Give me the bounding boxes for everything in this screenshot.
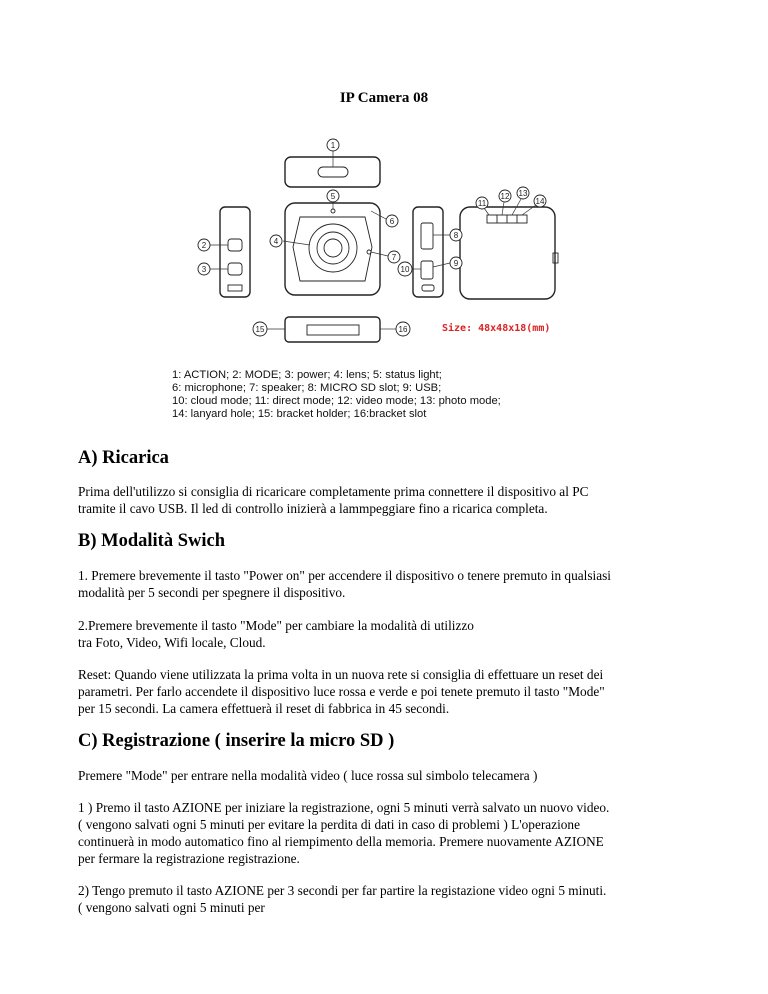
callout-10: [398, 262, 412, 276]
callout-9: [450, 257, 462, 269]
figure-legend: [172, 369, 501, 420]
svg-text:9: 9: [453, 259, 459, 268]
section-c-paragraph-2: 1 ) Premo il tasto AZIONE per iniziare la registrazione, ogni 5 minuti verrà salvato un nuovo video. ( vengono salvati ogni 5 minuti per evitare la perdita di dati in caso di problemi ) L'operazione continuerà in modo automatico fino al riempimento della memoria. Premere nuovamente AZIONE per fermare la registrazione registrazione.: [78, 800, 610, 866]
callout-12: [499, 190, 511, 202]
svg-text:5: 5: [330, 192, 336, 201]
section-b-reset-paragraph: Reset: Quando viene utilizzata la prima volta in un nuova rete si consiglia di effettuare un reset dei parametri. Per farlo accendete il dispositivo luce rossa e verde e poi tenete premuto il tasto "Mode" per 15 secondi. La camera effettuerà il reset di fabbrica in 45 secondi.: [78, 667, 605, 716]
callout-13: [517, 187, 529, 199]
section-c-paragraph-1: Premere "Mode" per entrare nella modalità video ( luce rossa sul simbolo telecamera ): [78, 768, 538, 783]
callout-3: [198, 263, 210, 275]
camera-diagram: [150, 135, 630, 430]
callout-4: [270, 235, 282, 247]
svg-text:12: 12: [500, 192, 510, 201]
bottom-view-drawing: [267, 317, 396, 342]
svg-text:7: 7: [391, 253, 397, 262]
callout-1: [327, 139, 339, 151]
svg-text:15: 15: [255, 325, 265, 334]
svg-text:8: 8: [453, 231, 459, 240]
callout-14: [534, 195, 546, 207]
svg-text:1: 1: [330, 141, 336, 150]
svg-text:6: 6: [389, 217, 395, 226]
section-a-paragraph: Prima dell'utilizzo si consiglia di ricaricare completamente prima connettere il dispositivo al PC tramite il cavo USB. Il led di controllo inizierà a lammpeggiare fino a ricarica completa.: [78, 484, 589, 516]
size-label: Size: 48x48x18(mm): [442, 323, 551, 334]
svg-text:16: 16: [398, 325, 408, 334]
section-a-heading: A) Ricarica: [78, 448, 169, 468]
callout-5: [327, 190, 339, 202]
front-view-drawing: [283, 201, 388, 295]
svg-text:4: 4: [273, 237, 279, 246]
section-b-heading: B) Modalità Swich: [78, 531, 225, 551]
section-b-paragraph-1: 1. Premere brevemente il tasto "Power on" per accendere il dispositivo o tenere premuto in qualsiasi modalità per 5 secondi per spegnere il dispositivo.: [78, 568, 611, 600]
document-title: IP Camera 08: [339, 90, 429, 106]
svg-text:14: 14: [535, 197, 545, 206]
svg-text:2: 2: [201, 241, 207, 250]
legend-line: 1: ACTION; 2: MODE; 3: power; 4: lens; 5: status light;: [172, 369, 442, 381]
callout-15: [253, 322, 267, 336]
svg-text:11: 11: [477, 199, 487, 208]
section-b-paragraph-2: 2.Premere brevemente il tasto "Mode" per cambiare la modalità di utilizzo tra Foto, Video, Wifi locale, Cloud.: [78, 618, 474, 650]
callout-11: [476, 197, 488, 209]
left-side-drawing: [210, 207, 250, 297]
callout-2: [198, 239, 210, 251]
right-side-drawing: [412, 207, 450, 297]
top-view-drawing: [285, 149, 380, 187]
callout-16: [396, 322, 410, 336]
svg-text:13: 13: [518, 189, 528, 198]
legend-line: 6: microphone; 7: speaker; 8: MICRO SD slot; 9: USB;: [172, 382, 442, 394]
svg-text:10: 10: [400, 265, 410, 274]
section-c-paragraph-3: 2) Tengo premuto il tasto AZIONE per 3 secondi per far partire la registazione video ogni 5 minuti. ( vengono salvati ogni 5 minuti per: [78, 883, 607, 915]
svg-text:3: 3: [201, 265, 207, 274]
section-c-heading: C) Registrazione ( inserire la micro SD ): [78, 731, 395, 751]
callout-6: [386, 215, 398, 227]
legend-line: 14: lanyard hole; 15: bracket holder; 16:bracket slot: [172, 408, 427, 420]
callout-7: [388, 251, 400, 263]
legend-line: 10: cloud mode; 11: direct mode; 12: video mode; 13: photo mode;: [172, 395, 501, 407]
back-view-drawing: [460, 199, 558, 299]
callout-8: [450, 229, 462, 241]
